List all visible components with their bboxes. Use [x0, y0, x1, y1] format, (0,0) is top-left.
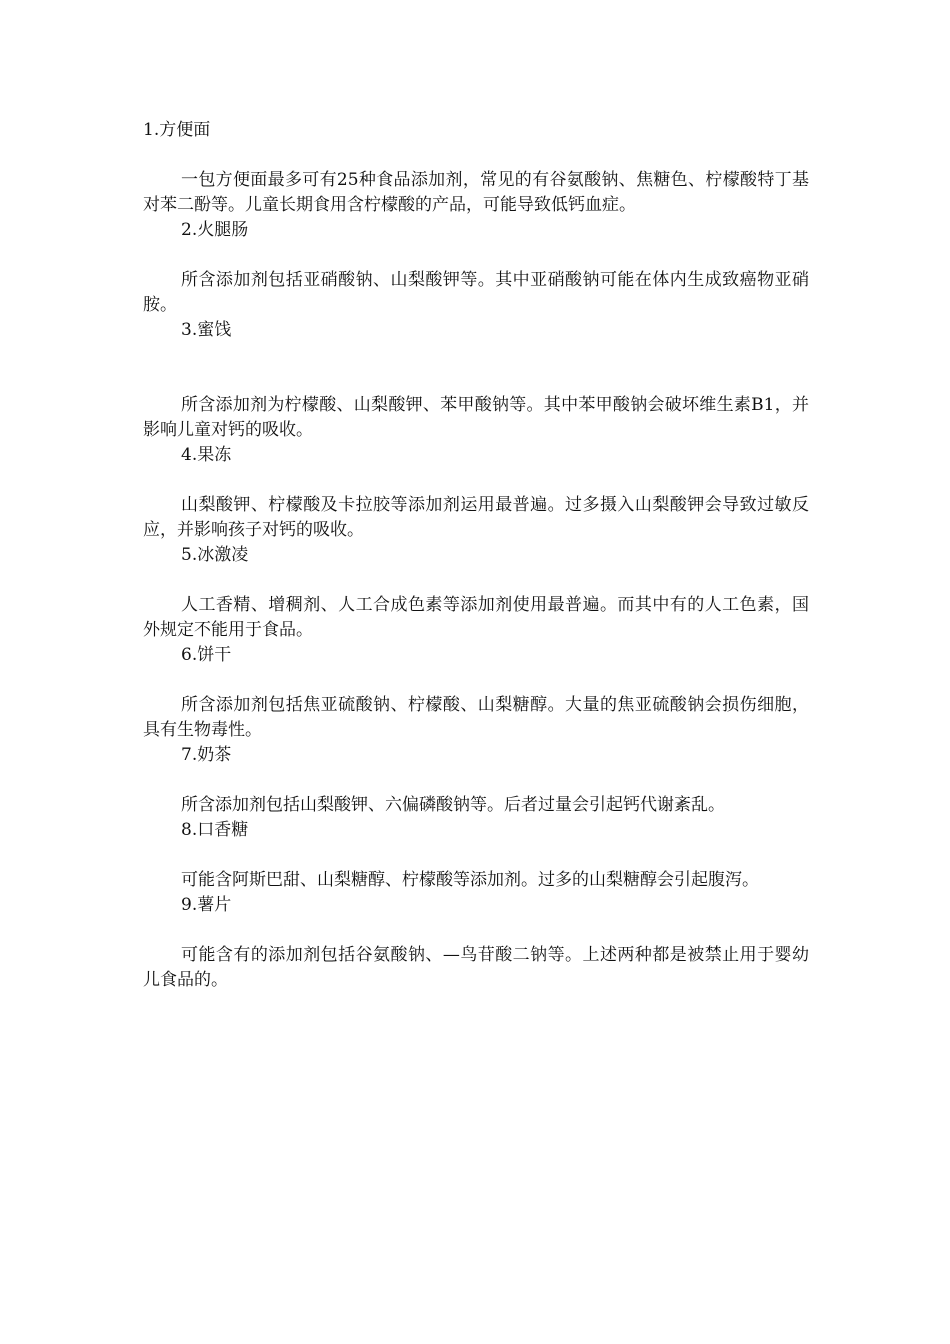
paragraph-spacer: [143, 843, 809, 868]
paragraph-spacer: [143, 468, 809, 493]
item-body: 所含添加剂为柠檬酸、山梨酸钾、苯甲酸钠等。其中苯甲酸钠会破坏维生素B1，并影响儿童对钙的吸收。: [143, 395, 809, 440]
paragraph-spacer: [143, 243, 809, 268]
item-body: 山梨酸钾、柠檬酸及卡拉胶等添加剂运用最普遍。过多摄入山梨酸钾会导致过敏反应，并影响孩子对钙的吸收。: [143, 495, 809, 540]
item-heading: 4.果冻: [181, 445, 232, 465]
item-body: 所含添加剂包括亚硝酸钠、山梨酸钾等。其中亚硝酸钠可能在体内生成致癌物亚硝胺。: [143, 270, 809, 315]
item-body: 一包方便面最多可有25种食品添加剂，常见的有谷氨酸钠、焦糖色、柠檬酸特丁基对苯二酚等。儿童长期食用含柠檬酸的产品，可能导致低钙血症。: [143, 170, 809, 215]
item-body: 所含添加剂包括山梨酸钾、六偏磷酸钠等。后者过量会引起钙代谢紊乱。: [181, 795, 725, 815]
paragraph-spacer: [143, 343, 809, 393]
item-heading: 7.奶茶: [181, 745, 232, 765]
item-heading: 3.蜜饯: [181, 320, 232, 340]
item-heading: 1.方便面: [143, 120, 211, 140]
document-body: [143, 118, 809, 993]
item-heading: 2.火腿肠: [181, 220, 249, 240]
paragraph-spacer: [143, 768, 809, 793]
item-heading: 9.薯片: [181, 895, 232, 915]
paragraph-spacer: [143, 918, 809, 943]
paragraph-spacer: [143, 143, 809, 168]
item-heading: 6.饼干: [181, 645, 232, 665]
item-heading: 8.口香糖: [181, 820, 249, 840]
item-heading: 5.冰激凌: [181, 545, 249, 565]
paragraph-spacer: [143, 668, 809, 693]
paragraph-spacer: [143, 568, 809, 593]
item-body: 所含添加剂包括焦亚硫酸钠、柠檬酸、山梨糖醇。大量的焦亚硫酸钠会损伤细胞，具有生物毒性。: [143, 695, 809, 740]
item-body: 人工香精、增稠剂、人工合成色素等添加剂使用最普遍。而其中有的人工色素，国外规定不能用于食品。: [143, 595, 809, 640]
item-body: 可能含阿斯巴甜、山梨糖醇、柠檬酸等添加剂。过多的山梨糖醇会引起腹泻。: [181, 870, 759, 890]
item-body: 可能含有的添加剂包括谷氨酸钠、—鸟苷酸二钠等。上述两种都是被禁止用于婴幼儿食品的。: [143, 945, 809, 990]
